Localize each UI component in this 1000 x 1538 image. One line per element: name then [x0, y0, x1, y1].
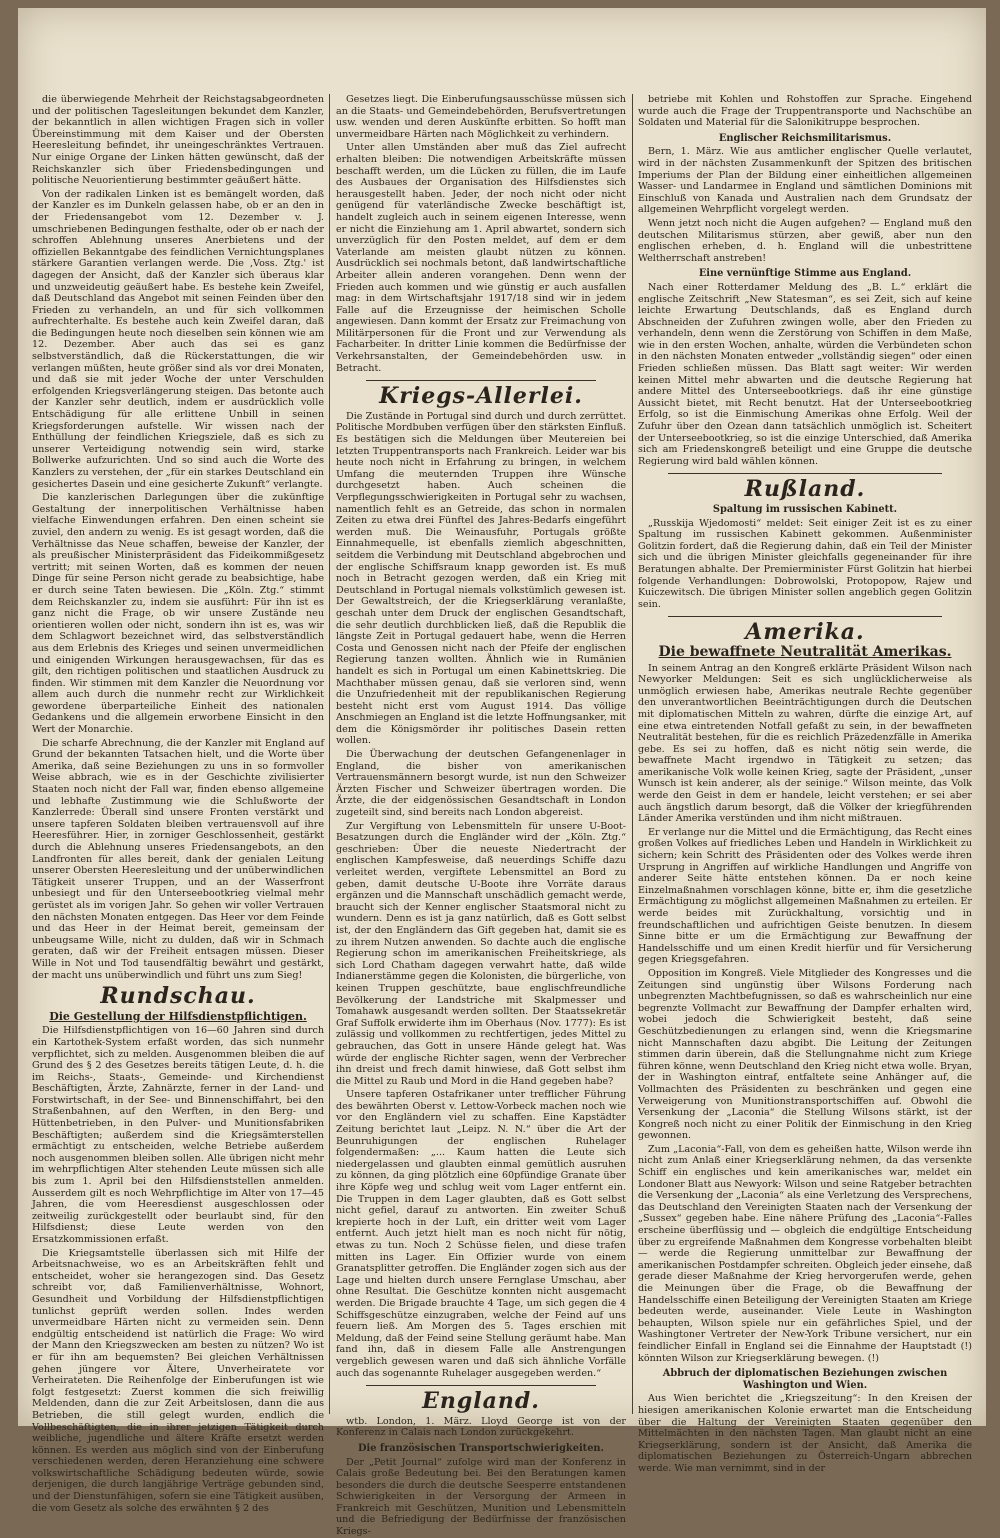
- article-paragraph: die überwiegende Mehrheit der Reichstagsabgeordneten und der politischen Tagesleitungen bekundet dem Kanzler, der bekanntlich in allen wichtigen Fragen sich in voller Übereinstimmung mit dem Kaiser und der Obersten Heeresleitung befindet, ihr uneingeschränktes Vertrauen. Nur einige Organe der Linken hätten gewünscht, daß der Reichskanzler sich über Friedensbedingungen und politische Neuorientierung bestimmter geäußert hätte.: [32, 94, 324, 187]
- article-paragraph: Er verlange nur die Mittel und die Ermächtigung, das Recht eines großen Volkes auf friedliches Leben und Handeln in Wirklichkeit zu sichern; kein Schritt des Präsidenten oder des Volkes werde ihren Ursprung in Angriffen auf wirkliche Handlungen und Angriffe von anderer Seite hätte entstehen können. Da er noch keine Einzelmaßnahmen vorschlagen könne, bitte er, ihm die gesetzliche Ermächtigung zu möglichst allgemeinen Maßnahmen zu erteilen. Er werde beides mit Zurückhaltung, vorsichtig und in freundschaftlichen und aufrichtigen Geiste benutzen. In diesem Sinne bitte er um die Ermächtigung zur Bewaffnung der Handelsschiffe und um einen Kredit hierfür und für Versicherung gegen Kriegsgefahren.: [638, 826, 972, 966]
- column-1: [32, 94, 324, 1514]
- article-paragraph: Die Zustände in Portugal sind durch und durch zerrüttet. Politische Mordbuben verfügen über den stärksten Einfluß. Es bestätigen sich die Meldungen über Meutereien bei letzten Truppentransports nach Frankreich. Leider war bis heute noch nicht in Erfahrung zu bringen, in welchem Umfang die meuternden Truppen ihre Wünsche durchgesetzt haben. Auch scheinen die Verpflegungsschwierigkeiten in Portugal sehr zu wachsen, namentlich fehlt es an Getreide, das schon in normalen Zeiten zu etwa drei Fünftel des Jahres-Bedarfs eingeführt werden muß. Die Weinausfuhr, Portugals größte Einnahmequelle, ist ebenfalls ziemlich abgeschnitten, seitdem die Verbindung mit Deutschland abgebrochen und der englische Schiffsraum knapp geworden ist. Es muß noch in Betracht gezogen werden, daß ein Krieg mit Deutschland in Portugal niemals volkstümlich gewesen ist. Der Gewaltstreich, der die Kriegserklärung veranlaßte, geschah unter dem Druck der englischen Gesandtschaft, die sehr deutlich durchblicken ließ, daß die Republik die längste Zeit in Portugal gedauert habe, wenn die Herren Costa und Genossen nicht nach der Pfeife der englischen Regierung tanzen wollten. Ähnlich wie in Rumänien handelt es sich in Portugal um einen Kabinettskrieg. Die Machthaber müssen genau, daß sie verloren sind, wenn die Unzufriedenheit mit der republikanischen Regierung besteht nicht erst vom August 1914. Das völlige Anschmiegen an England ist die letzte Hoffnungsanker, mit dem die Königsmörder ihr politisches Dasein retten wollen.: [336, 410, 626, 747]
- article-paragraph: In seinem Antrag an den Kongreß erklärte Präsident Wilson nach Newyorker Meldungen: Seit es sich unglücklicherweise als unmöglich erwiesen habe, Amerikas neutrale Rechte gegenüber den unverantwortlichen Beeinträchtigungen durch die Deutschen mit diplomatischen Mitteln zu wahren, dürfte die einzige Art, auf eine etwa eintretenden Notfall gefaßt zu sein, in der bewaffneten Neutralität bestehen, für die es reichlich Präzedenzfälle in Amerika gebe. Es sei zu hoffen, daß es nicht nötig sein werde, die bewaffnete Macht irgendwo in Tätigkeit zu setzen; das amerikanische Volk wolle keinen Krieg, sagte der Präsident, „unser Wunsch ist kein anderer, als der seinige.“ Wilson meinte, das Volk werde den Geist in dem er handele, leicht verstehen; er sei aber auch ängstlich darum besorgt, daß die Völker der kriegführenden Länder Amerika verstünden und ihm nicht mißtrauen.: [638, 662, 972, 825]
- article-paragraph: Nach einer Rotterdamer Meldung des „B. L.“ erklärt die englische Zeitschrift „New Statesman“, es sei Zeit, sich auf keine leichte Erwartung Deutschlands, daß es England durch Abschneiden der Zufuhren zwingen wolle, aber den Frieden zu verhandeln, denn wenn die Zerstörung von Schiffen in dem Maße, wie in den ersten Wochen, anhalte, würden die Verbündeten schon in den nächsten Monaten entweder „vollständig siegen“ oder einen Frieden schließen müssen. Das Blatt sagt weiter: Wir werden keinen Mittel mehr abwarten und die deutsche Regierung hat andere Mittel des Unterseebootkriegs. daß ihr eine günstige Aussicht bietet, mit Recht benutzt. Hat der Unterseebootkrieg Erfolg, so ist die Einmischung Amerikas ohne Erfolg. Weil der Zufuhr über den Ozean dann tatsächlich unmöglich ist. Scheitert der Unterseebootkrieg, so ist die einzige Unterschied, daß Amerika sich am Friedenskongreß beteiligt und eine Gruppe die deutsche Regierung wird bald wählen können.: [638, 281, 972, 467]
- article-paragraph: betriebe mit Kohlen und Rohstoffen zur Sprache. Eingehend wurde auch die Frage der Truppentransporte und Nachschübe an Soldaten und Material für die Salonikitruppe besprochen.: [638, 94, 972, 129]
- section-heading-rundschau: Rundschau.: [100, 983, 256, 1010]
- subheading-militarismus: Englischer Reichsmilitarismus.: [718, 132, 892, 144]
- article-paragraph: Die kanzlerischen Darlegungen über die zukünftige Gestaltung der innerpolitischen Verhältnisse haben vielfache Einwendungen erfahren. Den einen scheint sie zuviel, den andern zu wenig. Es ist gesagt worden, daß die Verhältnisse das Neue schaffen, beweise der Kanzler, der als preußischer Ministerpräsident das Fideikommißgesetz vertritt; mit seinen Worten, daß es kommen der neuen Dinge für seine Person nicht gerade zu beabsichtige, habe er durch seine Taten bewiesen. Die „Köln. Ztg.“ stimmt dem Reichskanzler zu, indem sie ausführt: Für ihn ist es ganz nicht die Frage, ob wir unsere Zustände neu orientieren wollen oder nicht, sondern ihn ist es, was wir dem Schlagwort bezeichnet wird, das selbstverständlich aus dem Erlebnis des Krieges und seinen unvermeidlichen und einigenden Wirkungen herausgewachsen, für das es gilt, den richtigen politischen und staatlichen Ausdruck zu finden. Wir stimmen mit dem Kanzler die Neuordnung vor allem auch durch die nunmehr recht zur Wirklichkeit gewordene überparteiliche Einheit des nationalen Gedankens und die allgemein erworbene Einsicht in den Wert der Monarchie.: [32, 492, 324, 736]
- section-heading-england: England.: [422, 1388, 540, 1415]
- section-heading-amerika: Amerika.: [745, 619, 865, 646]
- article-paragraph: Opposition im Kongreß. Viele Mitglieder des Kongresses und die Zeitungen sind ungünstig über Wilsons Forderung nach unbegrenzten Machtbefugnissen, so daß es wahrscheinlich nur eine begrenzte Vollmacht zur Bewaffnung der Dampfer erhalten wird, wobei jedoch die Schwierigkeit besteht, daß seine Geschützbedienungen zu erlangen sind, wenn die Kriegsmarine nicht Mannschaften dazu abgibt. Die Leitung der Zeitungen stimmen darin überein, daß die Stellungnahme nicht zum Kriege führen könne, wenn Deutschland den Krieg nicht etwa wolle. Bryan, der in Washington eintraf, entfaltete seine Anhänger auf, die Vollmachten des Präsidenten zu beschränken und gegen eine Verweigerung von Munitionstransportschiffen auf. Obwohl die Versenkung der „Laconia“ die Stellung Wilsons stärkt, ist der Kongreß noch nicht zu einer Politik der Einmischung in den Krieg gewonnen.: [638, 967, 972, 1142]
- section-heading-russland: Rußland.: [744, 476, 866, 503]
- article-paragraph: Von der radikalen Linken ist es bemängelt worden, daß der Kanzler es im Dunkeln gelassen habe, ob er an den in der Friedensangebot vom 12. Dezember v. J. umschriebenen Bedingungen festhalte, oder ob er nach der schroffen Ablehnung unseres Anerbietens und der offiziellen Bekanntgabe des feindlichen Vernichtungsplanes stärkere Garantien verlangen werde. Die ,Voss. Ztg.' ist dagegen der Ansicht, daß der Kanzler sich überaus klar und unzweideutig geäußert habe. Es bestehe kein Zweifel, daß Deutschland das Angebot mit seinen Feinden über den Frieden zu verhandeln, an und für sich vollkommen aufrechterhalte. Es bestehe auch kein Zweifel daran, daß die Bedingungen heute noch dieselben sein können wie am 12. Dezember. Aber auch das sei es ganz selbstverständlich, daß die Rückerstattungen, die wir verlangen müßten, heute größer sind als vor drei Monaten, und daß sie mit jeder Woche der unter Verschulden erfolgenden Kriegsverlängerung steigen. Das betonte auch der Kanzler sehr deutlich, indem er ausdrücklich volle Entschädigung für alle erlittene Unbill in seinen Kriegsforderungen aufstelle. Wir wissen nach der Enthüllung der feindlichen Kriegsziele, daß es sich zu unserer Verteidigung notwendig sein wird, starke Bollwerke aufzurichten. Und so sind auch die Worte des Kanzlers zu verstehen, der „für ein starkes Deutschland ein gesichertes Dasein und eine gesicherte Zukunft“ verlangte.: [32, 188, 324, 490]
- subheading-transport: Die französischen Transportschwierigkeiten.: [358, 1442, 604, 1454]
- article-paragraph: Der „Petit Journal“ zufolge wird man der Konferenz in Calais große Bedeutung bei. Bei den Beratungen kamen besonders die durch die deutsche Seesperre entstandenen Schwierigkeiten in der Versorgung der Armeen in Frankreich mit Geschützen, Munition und Lebensmitteln und die Befriedigung der Bedürfnisse der französischen Kriegs-: [336, 1456, 626, 1538]
- column-rule-right: [632, 94, 633, 1414]
- column-3: [638, 94, 972, 1474]
- article-paragraph: Gesetzes liegt. Die Einberufungsausschüsse müssen sich an die Staats- und Gemeindebehörden, Berufsvertretungen usw. wenden und deren Auskünfte erbitten. So hofft man unvermeidbare Härten nach Möglichkeit zu verhindern.: [336, 94, 626, 140]
- subheading-spaltung: Spaltung im russischen Kabinett.: [712, 504, 898, 515]
- newspaper-page: [18, 8, 986, 1538]
- divider: [668, 473, 942, 474]
- subheading-neutralitaet: Die bewaffnete Neutralität Amerikas.: [658, 643, 952, 660]
- article-paragraph: Zum „Laconia“-Fall, von dem es geheißen hatte, Wilson werde ihn nicht zum Anlaß einer Kriegserklärung nehmen, da das versenkte Schiff ein englisches und kein amerikanisches war, meldet ein Londoner Blatt aus Newyork: Wilson und seine Ratgeber betrachten die Versenkung der „Laconia“ als eine Verletzung des Versprechens, das Deutschland den Vereinigten Staaten nach der Versenkung der „Sussex“ gegeben habe. Eine nähere Prüfung des „Laconia“-Falles erscheine überflüssig und — obgleich die endgültige Entscheidung über zu ergreifende Maßnahmen dem Kongresse vorbehalten bleibt — werde die Regierung unmittelbar zur Bewaffnung der amerikanischen Postdampfer schreiten. Obgleich jeder einsehe, daß gerade dieser Maßnahme der Krieg hervorgerufen werde, gehen die Meinungen über die Frage, ob die Bewaffnung der Handelsschiffe einen Beteiligung der Vereinigten Staaten am Kriege bedeuten werde, auseinander. Viele Leute in Washington behaupten, Wilson spiele nur ein gefährliches Spiel, und der Washingtoner Vertreter der New-York Tribune versichert, nur ein feindlicher Einfall in England sei die Einnahme der Hauptstadt (!) könnten Wilson zur Kriegserklärung bewegen. (!): [638, 1143, 972, 1364]
- article-paragraph: „Russkija Wjedomosti“ meldet: Seit einiger Zeit ist es zu einer Spaltung im russischen Kabinett gekommen. Außenminister Golitzin fordert, daß die Regierung dahin, daß ein Teil der Minister sich und die übrigen Minister gleichfalls gegeneinander für ihre Beratungen abhalte. Der Premierminister Fürst Golitzin hat hierbei folgende Verhandlungen: Dobrowolski, Protopopow, Rajew und Kuiczewitsch. Die übrigen Minister sollen angeblich gegen Golitzin sein.: [638, 517, 972, 610]
- article-paragraph: wtb. London, 1. März. Lloyd George ist von der Konferenz in Calais nach London zurückgekehrt.: [336, 1415, 626, 1439]
- article-paragraph: Wenn jetzt noch nicht die Augen aufgehen? — England muß den deutschen Militarismus stürzen, aber gewiß, aber nun den englischen erheben, d. h. England will die unbestrittene Weltherrschaft anstreben!: [638, 217, 972, 264]
- subheading-abbruch: Abbruch der diplomatischen Beziehungen zwischen Washington und Wien.: [662, 1368, 948, 1391]
- column-rule-left: [329, 94, 330, 1414]
- section-heading-kriegs-allerlei: Kriegs-Allerlei.: [379, 383, 583, 410]
- column-2: [336, 94, 626, 1538]
- article-paragraph: Aus Wien berichtet die „Kriegszeitung“: In den Kreisen der hiesigen amerikanischen Kolonie erwartet man die Entscheidung über die Haltung der Vereinigten Staaten gegenüber den Mittelmächten in den nächsten Tagen. Man glaubt nicht an eine Kriegserklärung, sondern ist der Ansicht, daß Amerika die diplomatischen Beziehungen zu Österreich-Ungarn abbrechen werde. Wie man vernimmt, sind in der: [638, 1393, 972, 1474]
- article-paragraph: Die Hilfsdienstpflichtigen von 16—60 Jahren sind durch ein Kartothek-System erfaßt worden, das sich nunmehr verpflichtet, sich zu melden. Ausgenommen bleiben die auf Grund des § 2 des Gesetzes bereits tätigen Leute, d. h. die im Reichs-, Staats-, Gemeinde- und Kirchendienst Beschäftigten, Ärzte, Zahnärzte, ferner in der Land- und Forstwirtschaft, in der See- und Binnenschiffahrt, bei den Straßenbahnen, auf den Werften, in den Berg- und Hüttenbetrieben, in den Pulver- und Munitionsfabriken Beschäftigten; außerdem sind die Kriegsämterstellen ermächtigt zu entscheiden, welche Betriebe außerdem noch ausgenommen bleiben sollen. Alle übrigen nicht mehr im wehrpflichtigen Alter stehenden Leute müssen sich alle bis zum 1. April bei den Hilfsdienststellen anmelden. Ausserdem gilt es noch Wehrpflichtige im Alter von 17—45 Jahren, die vom Heeresdienst ausgeschlossen oder zeitweilig zurückgestellt oder beurlaubt sind, für den Hilfsdienst; diese Leute werden von den Ersatzkommissionen erfaßt.: [32, 1025, 324, 1245]
- article-paragraph: Zur Vergiftung von Lebensmitteln für unsere U-Boot-Besatzungen durch die Engländer wird der „Köln. Ztg.“ geschrieben: Über die neueste Niedertracht der englischen Kampfesweise, daß neuerdings Schiffe dazu verleitet werden, vergiftete Lebensmittel an Bord zu geben, damit deutsche U-Boote ihre Vorräte daraus ergänzen und die Mannschaft unschädlich gemacht werde, braucht sich der Kenner englischer Staatsmoral nicht zu wundern. Denn es ist ja ganz natürlich, daß es Gott selbst ist, der den Engländern das Gift gegeben hat, damit sie es zu ihrem Nutzen anwenden. So dachte auch die englische Regierung schon im amerikanischen Freiheitskriege, als sich Lord Chatham dagegen verwahrt hatte, daß wilde Indianerstämme gegen die Kolonisten, die bürgerliche, von keinen Truppen geschützte, baue englischfreundliche Bevölkerung der Landstriche mit Skalpmesser und Tomahawk ausgesandt werden sollten. Der Staatssekretär Graf Suffolk erwiderte ihm im Oberhaus (Nov. 1777): Es ist zulässig und vollkommen zu rechtfertigen, jedes Mittel zu gebrauchen, das Gott in unsere Hände gelegt hat. Was würde der englische Richter sagen, wenn der Verbrecher ihn dreist und frech damit hinwiese, daß Gott selbst ihm die Mittel zu Raub und Mord in die Hand gegeben habe?: [336, 820, 626, 1087]
- divider: [366, 380, 596, 381]
- subheading-stimme: Eine vernünftige Stimme aus England.: [698, 268, 912, 280]
- article-paragraph: Unsere tapferen Ostafrikaner unter trefflicher Führung des bewährten Oberst v. Lettow-Vorbeck machen noch wie vor den Engländern viel zu schaffen. Eine Kapstädter Zeitung berichtet laut „Leipz. N. N.“ über die Art der Beunruhigungen der englischen Ruhelager folgendermaßen: „... Kaum hatten die Leute sich niedergelassen und glaubten einmal gemütlich ausruhen zu können, da ging plötzlich eine 60pfündige Granate über ihre Köpfe weg und schlug weit vom Lager entfernt ein. Die Truppen in dem Lager glaubten, daß es Gott selbst nicht gefiel, darauf zu antworten. Ein zweiter Schuß krepierte hoch in der Luft, ein dritter weit vom Lager entfernt. Auch jetzt hielt man es noch nicht für nötig, etwas zu tun. Noch 2 Schüsse fielen, und diese trafen mitten ins Lager. Ein Offizier wurde von einem Granatsplitter getroffen. Die Engländer zogen sich aus der Lage und hielten durch unsere Fernglase Umschau, aber ohne Resultat. Die Geschütze konnten nicht ausgemacht werden. Die Brigade brauchte 4 Tage, um sich gegen die 4 Schiffsgeschütze einzugraben, welche der Feind auf uns feuern ließ. Am Morgen des 5. Tages erschien mit Meldung, daß der Feind seine Stellung geräumt habe. Man fand ihn, daß in diesem Falle alle Anstrengungen vergeblich gewesen waren und daß sich ähnliche Vorfälle auch das sogenannte Ruhelager ausgegeben werden.“: [336, 1089, 626, 1379]
- article-paragraph: Die scharfe Abrechnung, die der Kanzler mit England auf Grund der bekannten Tatsachen hielt, und die Worte über Amerika, daß seine Beziehungen zu uns in so formvoller Weise abbrach, wie es in der Geschichte zivilisierter Staaten noch nicht der Fall war, finden ebenso allgemeine und lebhafte Zustimmung wie die Schlußworte der Kanzlerrede: Überall sind unsere Fronten verstärkt und unsere tapferen Soldaten bleiben vertrauensvoll auf ihre Heeresführer. Hier, in zorniger Geschlossenheit, gestärkt durch die Ablehnung unseres Friedensangebots, an den Landfronten für alles bereit, dank der genialen Leitung unserer Obersten Heeresleitung und der unüberwindlichen Tätigkeit unserer Truppen, und an der Wasserfront unbesiegt und für den Unterseebootkrieg vielmal mehr gerüstet als im vorigen Jahr. So gehen wir voller Vertrauen den nächsten Monaten entgegen. Das Heer vor dem Feinde und das Heer in der Heimat bereit, gemeinsam der unbeugsame Wille, nicht zu dulden, daß wir in Schmach geraten, daß wir der Freiheit entsagen müssen. Dieser Wille in Not und Tod tausendfältig bewährt und gestärkt, der macht uns unüberwindlich und führt uns zum Sieg!: [32, 737, 324, 981]
- article-paragraph: Bern, 1. März. Wie aus amtlicher englischer Quelle verlautet, wird in der nächsten Zusammenkunft der Spitzen des britischen Imperiums der Plan der Bildung einer einheitlichen allgemeinen Wasser- und Landarmee in England und sämtlichen Dominions mit Einschluß von Kanada und Australien nach dem Grundsatz der allgemeinen Wehrpflicht vorgelegt werden.: [638, 146, 972, 216]
- article-paragraph: Unter allen Umständen aber muß das Ziel aufrecht erhalten bleiben: Die notwendigen Arbeitskräfte müssen beschafft werden, um die Lücken zu füllen, die im Laufe des Ausbaues der Organisation des Hilfsdienstes sich herausgestellt haben. Jeder, der noch nicht oder nicht genügend für vaterländische Zwecke beschäftigt ist, handelt zugleich auch in seinem eigenen Interesse, wenn er nicht die Einziehung am 1. April abwartet, sondern sich unverzüglich für den Posten meldet, auf dem er dem Vaterlande am meisten glaubt nützen zu können. Ausdrücklich sei nochmals betont, daß landwirtschaftliche Arbeiter allein anderen vorangehen. Denn wenn der Frieden auch kommen und wie günstig er auch ausfallen mag: in dem Wirtschaftsjahr 1917/18 sind wir in jedem Falle auf die Erzeugnisse der heimischen Scholle angewiesen. Dann kommt der Ersatz zur Freimachung von Militärpersonen für die Front und zur Verwendung als Facharbeiter. In dritter Linie kommen die Bedürfnisse der Verkehrsanstalten, der Gemeindebehörden usw. in Betracht.: [336, 142, 626, 374]
- divider: [366, 1385, 596, 1386]
- divider: [668, 616, 942, 617]
- article-paragraph: Die Überwachung der deutschen Gefangenenlager in England, die bisher von amerikanischen Vertrauensmännern besorgt wurde, ist nun den Schweizer Ärzten Fischer und Schweizer übertragen worden. Die Ärzte, die der eidgenössischen Gesandtschaft in London zugeteilt sind, sind bereits nach London abgereist.: [336, 749, 626, 819]
- subheading-gestellung: Die Gestellung der Hilfsdienstpflichtigen.: [49, 1009, 307, 1023]
- article-paragraph: Die Kriegsamtstelle überlassen sich mit Hilfe der Arbeitsnachweise, wo es an Arbeitskräften fehlt und entscheidet, woher sie herangezogen sind. Das Gesetz schreibt vor, daß Familienverhältnisse, Wohnort, Gesundheit und Vorbildung der Hilfsdienstpflichtigen tunlichst geprüft werden sollen. Indes werden unvermeidbare Härten nicht zu vermeiden sein. Denn endgültig entscheidend ist natürlich die Frage: Wo wird der Mann den Kriegszwecken am besten zu nützen? Wo ist er für ihn am bequemsten? Bei gleichen Verhältnissen gehen jüngere vor Ältere, Unverheiratete vor Verheirateten. Die Reihenfolge der Einberufungen ist wie folgt festgesetzt: Zuerst kommen die sich freiwillig Meldenden, dann die zur Zeit Arbeitslosen, dann die aus Betrieben, die still gelegt wurden, endlich die Vollbeschäftigten, die in ihrer jetzigen Tätigkeit durch weibliche, jugendliche und ältere Kräfte ersetzt werden können. Es werden aus möglich sind von der Einberufung verschiedenen werden, deren Heranziehung eine schwere volkswirtschaftliche Schädigung bedeuten würde, sowie derjenigen, die durch langjährige Verträge gebunden sind, und der Dienstunfähigen, sofern sie eine Tätigkeit ausüben, die vom Gesetz als solche des erwähnten § 2 des: [32, 1247, 324, 1514]
